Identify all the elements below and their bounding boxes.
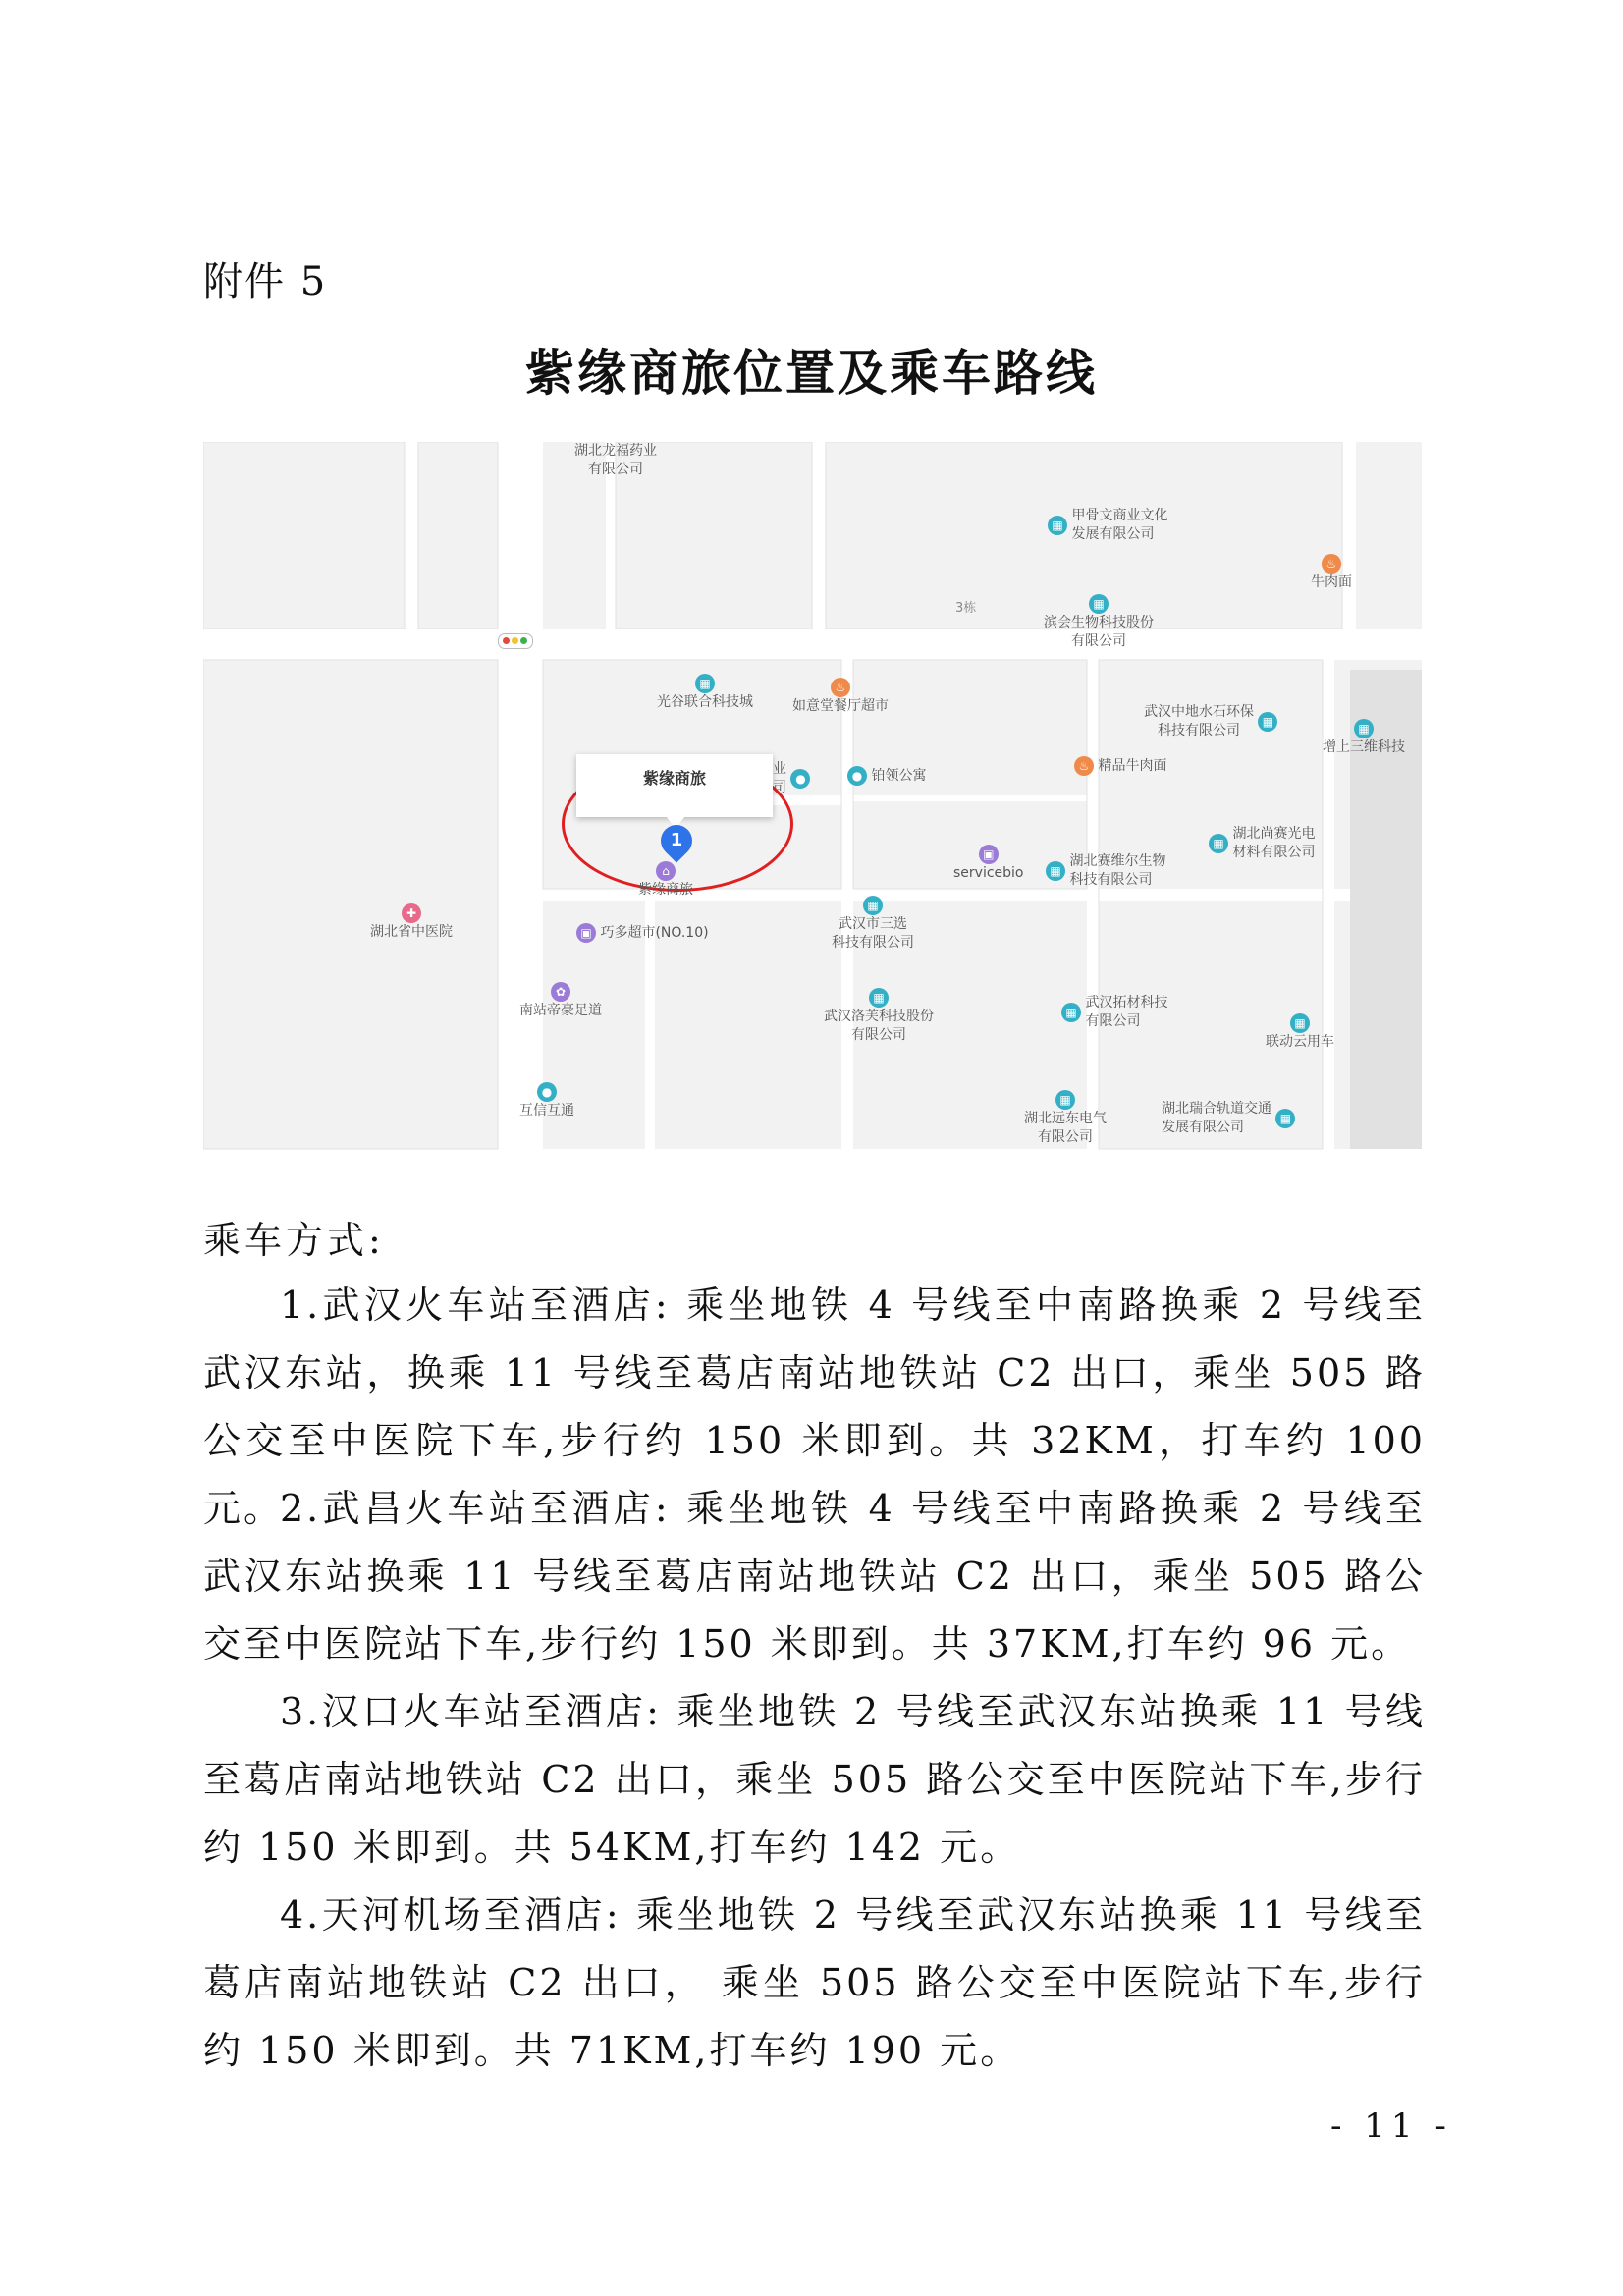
building-icon: ▦	[1055, 1090, 1075, 1110]
poi-partial[interactable]: 业 司 ●	[773, 760, 810, 797]
building-icon: ▦	[1046, 861, 1065, 881]
page-title: 紫缘商旅位置及乘车路线	[525, 345, 1098, 402]
poi-shangsai[interactable]: ▦ 湖北尚赛光电 材料有限公司	[1209, 825, 1315, 862]
building-icon: ▦	[1258, 712, 1277, 732]
building-icon: ▦	[1354, 719, 1374, 738]
shop-icon: ▣	[576, 923, 596, 943]
poi-sanxuan[interactable]: ▦ 武汉市三选 科技有限公司	[832, 896, 914, 953]
route-paragraph-3: 3.汉口火车站至酒店: 乘坐地铁 2 号线至武汉东站换乘 11 号线至葛店南站地铁站 C2 出口，乘坐 505 路公交至中医院站下车,步行约 150 米即到。共 54KM,打车约 142 元。	[203, 1690, 1426, 1869]
road-horizontal-top	[203, 629, 1422, 660]
road-vertical-upper-center	[812, 442, 826, 629]
restaurant-icon: ♨	[1322, 554, 1341, 574]
road-horizontal-inner-east	[851, 795, 1087, 801]
traffic-light-icon	[498, 633, 533, 649]
poi-liandong[interactable]: ▦ 联动云用车	[1266, 1013, 1334, 1052]
road-vertical-east	[1087, 660, 1099, 1149]
building-icon: ▦	[1089, 594, 1109, 614]
road-horizontal-bottom	[203, 1149, 1422, 1174]
poi-luofu[interactable]: ▦ 武汉洛芙科技股份 有限公司	[824, 988, 934, 1045]
building-icon: ▦	[863, 896, 883, 915]
poi-zhongdi[interactable]: 武汉中地水石环保 科技有限公司 ▦	[1144, 703, 1277, 740]
location-pin-icon[interactable]: 1	[654, 818, 698, 862]
poi-zhongyiyuan[interactable]: ✚ 湖北省中医院	[370, 903, 453, 942]
poi-saiweier[interactable]: ▦ 湖北赛维尔生物 科技有限公司	[1046, 852, 1165, 890]
location-icon: ●	[847, 766, 867, 786]
route-paragraph-2: 2.武昌火车站至酒店: 乘坐地铁 4 号线至中南路换乘 2 号线至武汉东站换乘 11 号线至葛店南站地铁站 C2 出口，乘坐 505 路公交至中医院站下车,步行约 150 米即到。共 37KM,打车约 96 元。	[203, 1487, 1426, 1666]
restaurant-icon: ♨	[831, 678, 850, 697]
poi-nanzhan[interactable]: ✿ 南站帝豪足道	[519, 982, 602, 1020]
road-vertical-side	[531, 442, 543, 1174]
location-icon: ●	[537, 1082, 557, 1102]
poi-servicebio[interactable]: ▣ servicebio	[953, 845, 1024, 883]
poi-guanggu[interactable]: ▦ 光谷联合科技城	[657, 674, 753, 712]
building-icon: ▦	[1275, 1109, 1295, 1128]
building-icon: ▦	[1290, 1013, 1310, 1033]
restaurant-icon: ♨	[1074, 756, 1094, 776]
page-number: - 11 -	[1330, 2106, 1452, 2146]
building-icon: ▦	[1061, 1003, 1081, 1022]
building-icon: ▦	[1209, 834, 1228, 853]
route-paragraph-1: 1.武汉火车站至酒店: 乘坐地铁 4 号线至中南路换乘 2 号线至武汉东站，换乘 11 号线至葛店南站地铁站 C2 出口，乘坐 505 路公交至中医院下车,步行约 150 米即到。共 32KM，打车约 100 元。	[203, 1284, 1426, 1530]
poi-zengshang[interactable]: ▦ 增上三维科技	[1323, 719, 1405, 757]
road-vertical-main	[498, 442, 531, 1174]
spa-icon: ✿	[551, 982, 570, 1002]
poi-huxin[interactable]: ● 互信互通	[519, 1082, 574, 1121]
poi-ruyi[interactable]: ♨ 如意堂餐厅超市	[792, 678, 889, 716]
poi-qiaoduo[interactable]: ▣ 巧多超市(NO.10)	[576, 923, 709, 943]
road-vertical-upper-left	[405, 442, 418, 629]
poi-zhiyuan[interactable]: ⌂ 紫缘商旅	[638, 861, 693, 900]
building-icon: ▦	[695, 674, 715, 693]
route-paragraph-4: 4.天河机场至酒店: 乘坐地铁 2 号线至武汉东站换乘 11 号线至葛店南站地铁站 C2 出口， 乘坐 505 路公交至中医院站下车,步行约 150 米即到。共 71KM,打车约 190 元。	[203, 1893, 1426, 2072]
poi-longmao[interactable]: 湖北龙福药业 有限公司	[574, 443, 657, 477]
poi-yuandong[interactable]: ▦ 湖北远东电气 有限公司	[1024, 1090, 1107, 1147]
hotel-callout[interactable]: 紫缘商旅	[576, 754, 773, 817]
building-icon: ▦	[1048, 516, 1067, 535]
hotel-icon: ⌂	[656, 861, 676, 881]
map-roads	[203, 442, 1422, 1174]
poi-ruihe[interactable]: 湖北瑞合轨道交通 发展有限公司 ▦	[1162, 1100, 1295, 1137]
location-icon: ●	[790, 769, 810, 789]
section-label: 乘车方式:	[203, 1219, 385, 1262]
hospital-icon: ✚	[402, 903, 421, 923]
attachment-label: 附件 5	[203, 259, 328, 304]
poi-binhui[interactable]: ▦ 滨会生物科技股份 有限公司	[1044, 594, 1154, 651]
poi-tuocai[interactable]: ▦ 武汉拓材科技 有限公司	[1061, 994, 1167, 1031]
location-map[interactable]	[203, 442, 1422, 1174]
poi-bolingd[interactable]: ● 铂领公寓	[847, 766, 926, 786]
building-number: 3栋	[955, 601, 977, 616]
shop-icon: ▣	[979, 845, 999, 864]
building-icon: ▦	[869, 988, 889, 1008]
road-vertical-upper-right	[1342, 442, 1356, 629]
poi-jiagu[interactable]: ▦ 甲骨文商业文化 发展有限公司	[1048, 507, 1167, 544]
poi-jingpin[interactable]: ♨ 精品牛肉面	[1074, 756, 1166, 776]
poi-niurou[interactable]: ♨ 牛肉面	[1311, 554, 1352, 592]
